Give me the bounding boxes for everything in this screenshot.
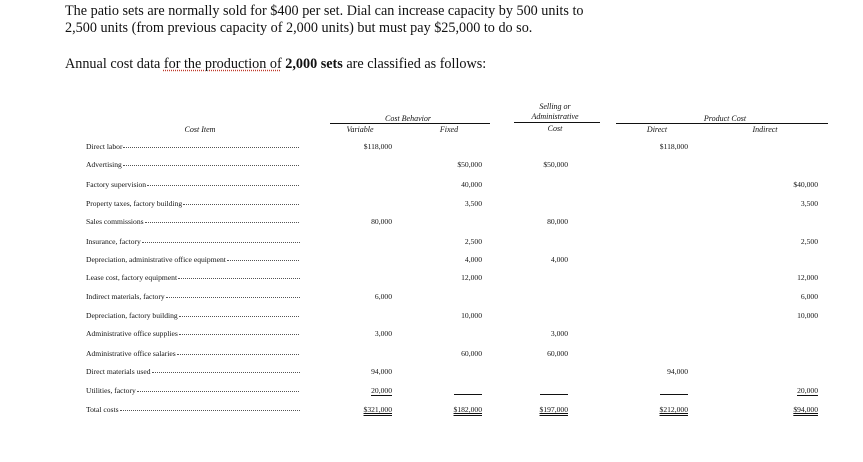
header-indirect: Indirect [752,125,778,134]
intro-line-3 [65,56,845,73]
table-row [86,199,826,217]
row-label: Property taxes, factory building [86,199,183,208]
total-direct: $212,000 [659,405,688,414]
header-cost-behavior: Cost Behavior [385,114,431,123]
total-selling: $197,000 [539,405,568,414]
total-fixed: $182,000 [453,405,482,414]
cell-indirect: 2,500 [800,237,818,246]
rule-selling [514,122,600,123]
table-row [86,367,826,385]
cell-fixed: 2,500 [464,237,482,246]
table-row [86,292,826,310]
header-fixed: Fixed [439,125,459,134]
table-row [86,349,826,367]
table-row [86,329,826,347]
header-selling-3: Cost [547,124,563,133]
row-label-total: Total costs [86,405,119,414]
cell-variable: 80,000 [371,217,392,226]
intro-line-3-link: for the production of [163,56,282,72]
table-row [86,142,826,160]
cell-indirect: 20,000 [797,386,818,395]
header-cost-item: Cost Item [184,125,216,134]
intro-line-1: The patio sets are normally sold for $400 per set. Dial can increase capacity by 500 units to [65,3,584,19]
intro-line-3-pre: Annual cost data [65,56,164,72]
cell-selling-blank [540,386,568,397]
cell-selling: 4,000 [550,255,568,264]
header-product-cost: Product Cost [703,114,747,123]
intro-line-3-bold: 2,000 sets [285,56,343,72]
cell-fixed: $50,000 [457,160,482,169]
cell-selling: 60,000 [547,349,568,358]
row-label: Indirect materials, factory [86,292,165,301]
row-label: Administrative office supplies [86,329,178,338]
table-row-total [86,405,826,423]
cell-fixed: 40,000 [461,180,482,189]
table-row [86,273,826,291]
table-row [86,311,826,329]
cell-variable: 20,000 [371,386,392,395]
row-label: Advertising [86,160,122,169]
row-label: Depreciation, factory building [86,311,178,320]
header-selling-admin [505,102,605,121]
row-label: Lease cost, factory equipment [86,273,178,282]
cell-indirect: $40,000 [793,180,818,189]
row-label: Sales commissions [86,217,144,226]
total-variable: $321,000 [363,405,392,414]
table-row [86,217,826,235]
row-label: Administrative office salaries [86,349,176,358]
cell-variable: 6,000 [374,292,392,301]
cell-variable: $118,000 [363,142,392,151]
cell-variable: 3,000 [374,329,392,338]
table-row [86,255,826,273]
table-row [86,160,826,178]
intro-line-2: 2,500 units (from previous capacity of 2,000 units) but must pay $25,000 to do so. [65,20,533,36]
header-selling-1: Selling or [539,102,571,111]
rule-product-cost [616,123,828,124]
table-row [86,386,826,404]
row-label: Factory supervision [86,180,147,189]
cell-fixed: 60,000 [461,349,482,358]
row-label: Insurance, factory [86,237,141,246]
cell-indirect: 3,500 [800,199,818,208]
cell-direct: 94,000 [667,367,688,376]
header-variable: Variable [346,125,374,134]
table-row [86,180,826,198]
cell-indirect: 12,000 [797,273,818,282]
cell-fixed: 12,000 [461,273,482,282]
cell-direct: $118,000 [659,142,688,151]
cell-fixed: 4,000 [464,255,482,264]
row-label: Utilities, factory [86,386,136,395]
cell-fixed: 3,500 [464,199,482,208]
row-label: Direct labor [86,142,123,151]
cell-selling: 80,000 [547,217,568,226]
rule-cost-behavior [330,123,490,124]
row-label: Depreciation, administrative office equipment [86,255,226,264]
total-indirect: $94,000 [793,405,818,414]
intro-line-3-post: are classified as follows: [342,56,487,72]
cell-selling: 3,000 [550,329,568,338]
problem-text [65,3,845,73]
row-label: Direct materials used [86,367,151,376]
header-direct: Direct [646,125,668,134]
cell-fixed-blank [454,386,482,397]
table-row [86,237,826,255]
cell-indirect: 10,000 [797,311,818,320]
cell-direct-blank [660,386,688,397]
cell-selling: $50,000 [543,160,568,169]
header-selling-2: Administrative [531,111,579,121]
cell-indirect: 6,000 [800,292,818,301]
cell-variable: 94,000 [371,367,392,376]
cell-fixed: 10,000 [461,311,482,320]
